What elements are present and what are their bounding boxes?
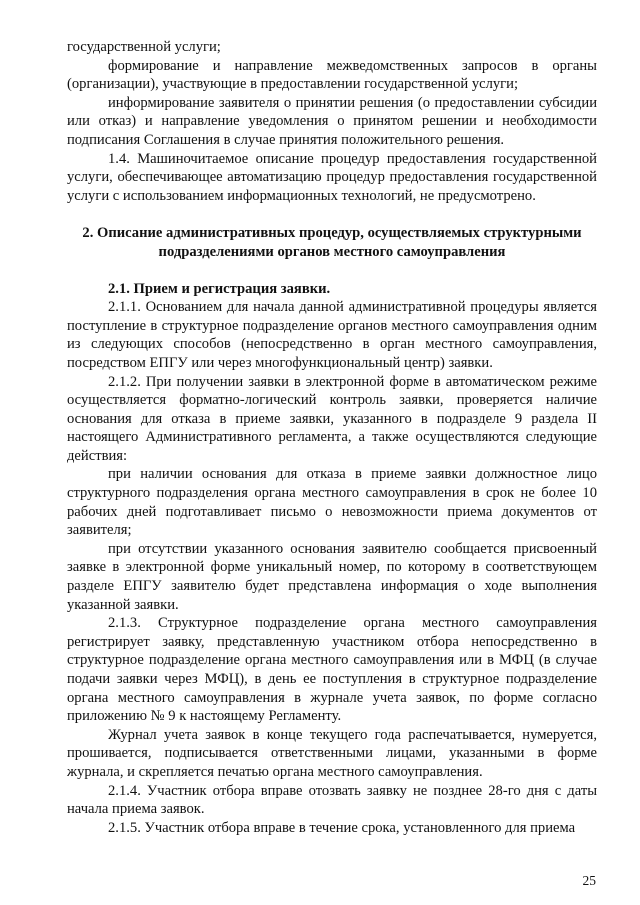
paragraph: формирование и направление межведомственных запросов в органы (организации), участвующие в предоставлении государственной услуги; — [67, 57, 597, 93]
spacer — [67, 262, 597, 280]
paragraph: 2.1.3. Структурное подразделение органа местного самоуправления регистрирует заявку, представленную участником отбора непосредственно в структурное подразделение органа местного самоуправления или в МФЦ (в случае подачи заявки через МФЦ), в день ее поступления в структурное подразделение органа местного самоуправления в журнале учета заявок, по форме согласно приложению № 9 к настоящему Регламенту. — [67, 615, 597, 725]
paragraph: Журнал учета заявок в конце текущего года распечатывается, нумеруется, прошивается, подписывается ответственными лицами, указанными в форме журнала, и скрепляется печатью органа местного самоуправления. — [67, 726, 597, 780]
paragraph: при отсутствии указанного основания заявителю сообщается присвоенный заявке в электронной форме уникальный номер, по которому в соответствующем разделе ЕПГУ заявителю будет представлена информация о ходе выполнения указанной заявки. — [67, 540, 597, 613]
paragraph: при наличии основания для отказа в приеме заявки должностное лицо структурного подразделения органа местного самоуправления в срок не более 10 рабочих дней подготавливает письмо о невозможности приема документов от заявителя; — [67, 466, 597, 539]
paragraph: 2.1.1. Основанием для начала данной административной процедуры является поступление в структурное подразделение органов местного самоуправления одним из следующих способов (непосредственно в орган местного самоуправления, посредством ЕПГУ или через многофункциональный центр) заявки. — [67, 299, 597, 371]
paragraph: 2.1.5. Участник отбора вправе в течение срока, установленного для приема — [108, 819, 576, 836]
paragraph: 2.1.2. При получении заявки в электронной форме в автоматическом режиме осуществляется форматно-логический контроль заявки, проверяется наличие основания для отказа в приеме заявки, указанного в подразделе 9 раздела II настоящего Административного регламента, а также осуществляются следующие действия: — [67, 373, 597, 464]
paragraph: государственной услуги; — [67, 39, 221, 55]
paragraph: 2.1.4. Участник отбора вправе отозвать заявку не позднее 28-го дня с даты начала приема заявок. — [67, 782, 597, 818]
page-content — [67, 38, 597, 837]
page-number: 25 — [582, 873, 596, 888]
spacer — [67, 205, 597, 224]
paragraph: 1.4. Машиночитаемое описание процедур предоставления государственной услуги, обеспечивающее автоматизацию процедур предоставления государственной услуги с использованием информационных технологий, не предусмотрено. — [67, 150, 597, 204]
paragraph: информирование заявителя о принятии решения (о предоставлении субсидии или отказ) и направление уведомления о принятом решении и необходимости подписания Соглашения в случае принятия положительного решения. — [67, 94, 597, 148]
section-title: 2. Описание административных процедур, осуществляемых структурными подразделениями органов местного самоуправления — [82, 225, 582, 260]
subsection-title: 2.1. Прием и регистрация заявки. — [108, 280, 331, 297]
